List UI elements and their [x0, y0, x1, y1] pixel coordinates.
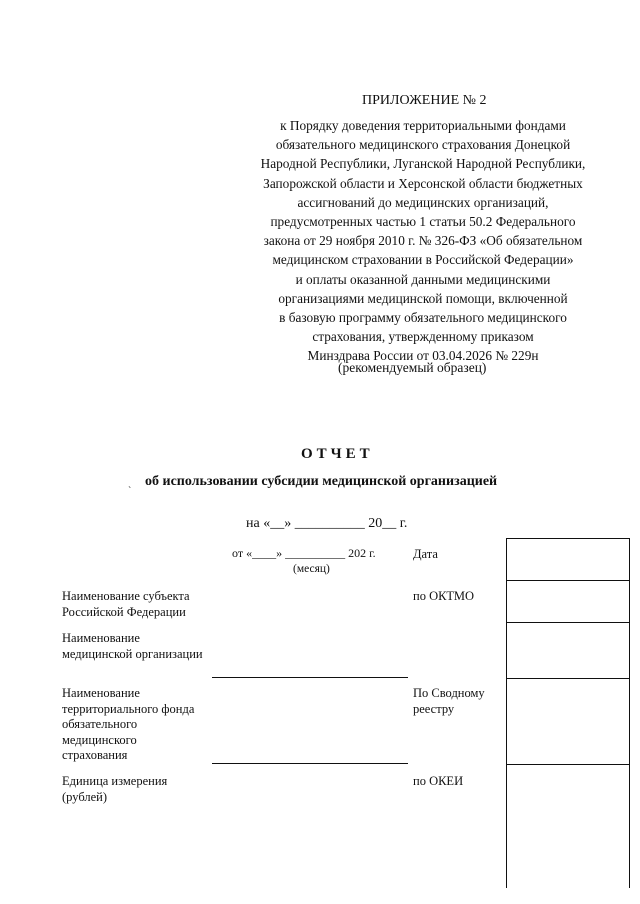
preamble-line: к Порядку доведения территориальными фондами [280, 118, 566, 133]
preamble-line: ассигнований до медицинских организаций, [297, 194, 549, 210]
preamble-line: медицинском страховании в Российской Федерации» [272, 252, 574, 268]
report-subtitle: об использовании субсидии медицинской организацией [145, 474, 498, 489]
report-date-from-line: от «____» __________ 202 г. [232, 546, 376, 560]
preamble-line: Запорожской области и Херсонской области бюджетных [263, 175, 583, 191]
preamble-line: Минздрава России от 03.04.2026 № 229н [307, 348, 539, 364]
appendix-title: ПРИЛОЖЕНИЕ № 2 [362, 93, 487, 108]
preamble-line: Народной Республики, Луганской Народной Республики, [260, 156, 586, 172]
preamble-line: закона от 29 ноября 2010 г. № 326-ФЗ «Об обязательном [263, 233, 583, 249]
code-cell-oktmo[interactable] [507, 581, 629, 623]
registry-code-label: По Сводному реестру [413, 686, 485, 716]
scan-mark: ` [128, 486, 132, 497]
sample-note: (рекомендуемый образец) [338, 360, 487, 375]
appendix-preamble [232, 116, 614, 366]
subject-label: Наименование субъекта Российской Федерации [62, 589, 190, 619]
preamble-line: страхования, утвержденному приказом [312, 329, 534, 345]
preamble-line: обязательного медицинского страхования Донецкой [275, 137, 571, 153]
preamble-line: в базовую программу обязательного медицинского [279, 310, 567, 326]
oktmo-code-label: по ОКТМО [413, 589, 475, 603]
fund-label: Наименование территориального фонда обязательного медицинского страхования [62, 686, 195, 762]
codes-table [506, 538, 630, 888]
preamble-line: предусмотренных частью 1 статьи 50.2 Федерального [270, 214, 576, 230]
report-title: ОТЧЕТ [301, 446, 374, 462]
code-cell-date[interactable] [507, 539, 629, 581]
report-date-line: на «__» __________ 20__ г. [246, 516, 408, 531]
medorg-label: Наименование медицинской организации [62, 631, 203, 661]
preamble-line: и оплаты оказанной данными медицинскими [295, 271, 551, 287]
unit-label: Единица измерения (рублей) [62, 774, 168, 804]
code-cell-medorg[interactable] [507, 623, 629, 679]
month-caption: (месяц) [293, 563, 330, 575]
code-cell-okei[interactable] [507, 765, 629, 889]
fund-underline [212, 763, 408, 764]
preamble-line: организациями медицинской помощи, включенной [278, 290, 568, 306]
code-cell-registry[interactable] [507, 679, 629, 765]
date-code-label: Дата [413, 547, 438, 561]
okei-code-label: по ОКЕИ [413, 774, 464, 788]
medorg-underline [212, 677, 408, 678]
